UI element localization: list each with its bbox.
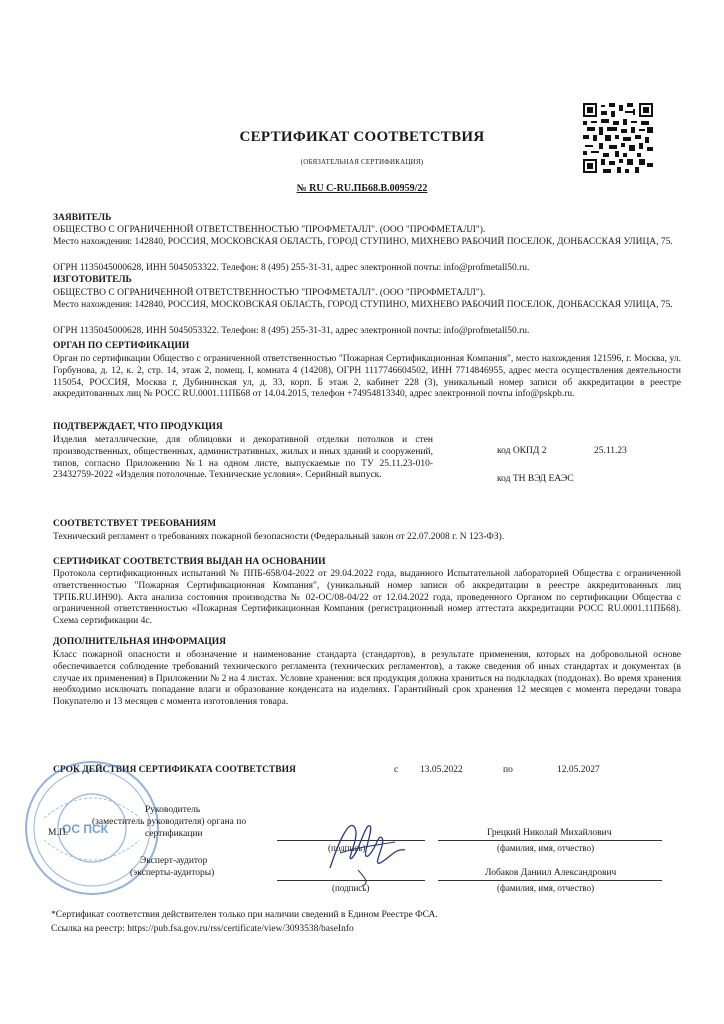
expert-name: Лобаков Даниил Александрович	[485, 868, 617, 878]
cert-body-text: Орган по сертификации Общество с ограниченной ответственностью "Пожарная Сертификационная Компания", место нахождения 121596, г. Москва, ул. Горбунова, д. 12, к. 2, стр. 14, этаж 2, помещ. I, комната 4 (14208), ОГРН 1117746604502, ИНН 7714846955, адрес места осуществления деятельности 115054, РОССИЯ, Москва г, Дубининская ул, д. 33, корп. Б этаж 2, кабинет 228 (3), уникальный номер записи об аккредитации в реестре аккредитованных лиц № РОСС RU.0001.11ПБ68 от 14.04.2015, телефон +74954813340, адрес электронной почты info@pskpb.ru.	[53, 354, 681, 400]
manufacturer-name: ОБЩЕСТВО С ОГРАНИЧЕННОЙ ОТВЕТСТВЕННОСТЬЮ "ПРОФМЕТАЛЛ". (ООО "ПРОФМЕТАЛЛ").	[53, 288, 486, 298]
applicant-address: Место нахождения: 142840, РОССИЯ, МОСКОВСКАЯ ОБЛАСТЬ, ГОРОД СТУПИНО, МИХНЕВО РАБОЧИЙ ПОСЕЛОК, ДОНБАССКАЯ УЛИЦА, 75.	[53, 237, 673, 247]
certification-type: (ОБЯЗАТЕЛЬНАЯ СЕРТИФИКАЦИЯ)	[300, 158, 424, 166]
head-label-1: Руководитель	[145, 805, 201, 815]
manufacturer-heading: ИЗГОТОВИТЕЛЬ	[53, 275, 132, 285]
validity-label: СРОК ДЕЙСТВИЯ СЕРТИФИКАТА СООТВЕТСТВИЯ	[53, 765, 296, 775]
mp-label: М.П.	[48, 828, 69, 838]
stamp-text: ОС ПСК	[62, 822, 108, 836]
tnved-label: код ТН ВЭД ЕАЭС	[497, 474, 574, 484]
head-name: Грецкий Николай Михайлович	[487, 828, 612, 838]
registry-link[interactable]: Ссылка на реестр: https://pub.fsa.gov.ru/rss/certificate/view/3093538/baseInfo	[51, 924, 354, 934]
certificate-number: № RU C-RU.ПБ68.В.00959/22	[296, 183, 428, 194]
head-signature-caption: (подпись)	[328, 843, 366, 853]
head-name-caption: (фамилия, имя, отчество)	[497, 843, 595, 853]
additional-info-text: Класс пожарной опасности и обозначение и наименование стандарта (стандартов), в результате применения, которых на добровольной основе обеспечивается соблюдение требований технического регламента (технических регламентов), а также сведения об иных стандартах и документах (в случае их применения) в Приложении № 2 на 4 листах. Условие хранения: вся продукция должна храниться на подкладках (поддонах). Во время хранения необходимо исключать попадание влаги и образование конденсата на изделиях. Гарантийный срок хранения 12 месяцев с момента передачи товара Покупателю и 13 месяцев с момента изготовления товара.	[53, 650, 681, 708]
product-description: Изделия металлические, для облицовки и декоративной отделки потолков и стен производственных, общественных, административных, жилых и иных зданий и сооружений, типов, согласно Приложению №1 на одном листе, выпускаемые по ТУ 25.11.23-010-23432759-2022 «Изделия потолочные. Технические условия». Серийный выпуск.	[53, 435, 433, 481]
okpd-label: код ОКПД 2	[497, 446, 547, 456]
head-label-3: сертификации	[145, 829, 203, 839]
cert-body-heading: ОРГАН ПО СЕРТИФИКАЦИИ	[53, 341, 190, 351]
expert-label-2: (эксперты-аудиторы)	[130, 868, 215, 878]
manufacturer-contacts: ОГРН 1135045000628, ИНН 5045053322. Телефон: 8 (495) 255-31-31, адрес электронной почты: info@profmetall50.ru.	[53, 326, 530, 336]
validity-to-word: по	[503, 765, 513, 775]
okpd-value: 25.11.23	[594, 446, 627, 456]
validity-from-word: с	[394, 765, 399, 775]
requirements-heading: СООТВЕТСТВУЕТ ТРЕБОВАНИЯМ	[53, 519, 217, 529]
validity-note: *Сертификат соответствия действителен только при наличии сведений в Едином Реестре ФСА.	[51, 910, 438, 920]
page-title: СЕРТИФИКАТ СООТВЕТСТВИЯ	[239, 129, 485, 145]
applicant-name: ОБЩЕСТВО С ОГРАНИЧЕННОЙ ОТВЕТСТВЕННОСТЬЮ "ПРОФМЕТАЛЛ". (ООО "ПРОФМЕТАЛЛ").	[53, 225, 486, 235]
qr-code-icon	[583, 103, 653, 173]
expert-name-caption: (фамилия, имя, отчество)	[497, 883, 595, 893]
expert-signature-line	[277, 880, 425, 881]
basis-heading: СЕРТИФИКАТ СООТВЕТСТВИЯ ВЫДАН НА ОСНОВАНИИ	[53, 557, 326, 567]
applicant-contacts: ОГРН 1135045000628, ИНН 5045053322. Телефон: 8 (495) 255-31-31, адрес электронной почты: info@profmetall50.ru.	[53, 263, 530, 273]
validity-from-date: 13.05.2022	[420, 765, 463, 775]
requirements-text: Технический регламент о требованиях пожарной безопасности (Федеральный закон от 22.07.2008 г. N 123-ФЗ).	[53, 532, 505, 542]
applicant-heading: ЗАЯВИТЕЛЬ	[53, 213, 112, 223]
product-heading: ПОДТВЕРЖДАЕТ, ЧТО ПРОДУКЦИЯ	[53, 422, 223, 432]
head-name-line	[438, 840, 662, 841]
manufacturer-address: Место нахождения: 142840, РОССИЯ, МОСКОВСКАЯ ОБЛАСТЬ, ГОРОД СТУПИНО, МИХНЕВО РАБОЧИЙ ПОСЕЛОК, ДОНБАССКАЯ УЛИЦА, 75.	[53, 300, 673, 310]
head-label-2: (заместитель руководителя) органа по	[92, 817, 247, 827]
expert-name-line	[438, 880, 662, 881]
expert-signature-caption: (подпись)	[332, 883, 370, 893]
handwritten-signature-icon	[310, 808, 410, 888]
expert-label-1: Эксперт-аудитор	[140, 856, 208, 866]
basis-text: Протокола сертификационных испытаний № ППБ-658/04-2022 от 29.04.2022 года, выданного Испытательной лабораторией Общества с ограниченной ответственностью "Пожарная Сертификационная Компания", (уникальный номер записи об аккредитации в реестре аккредитованных лиц ТРПБ.RU.ИН90). Акта анализа состояния производства № 02-ОС/08-04/22 от 12.04.2022 года, проведенного Органом по сертификации Общества с ограниченной ответственностью «Пожарная Сертификационная Компания (регистрационный номер аттестата аккредитации РОСС RU.0001.11ПБ68). Схема сертификации 4с.	[53, 569, 681, 627]
additional-info-heading: ДОПОЛНИТЕЛЬНАЯ ИНФОРМАЦИЯ	[53, 637, 227, 647]
validity-to-date: 12.05.2027	[557, 765, 600, 775]
